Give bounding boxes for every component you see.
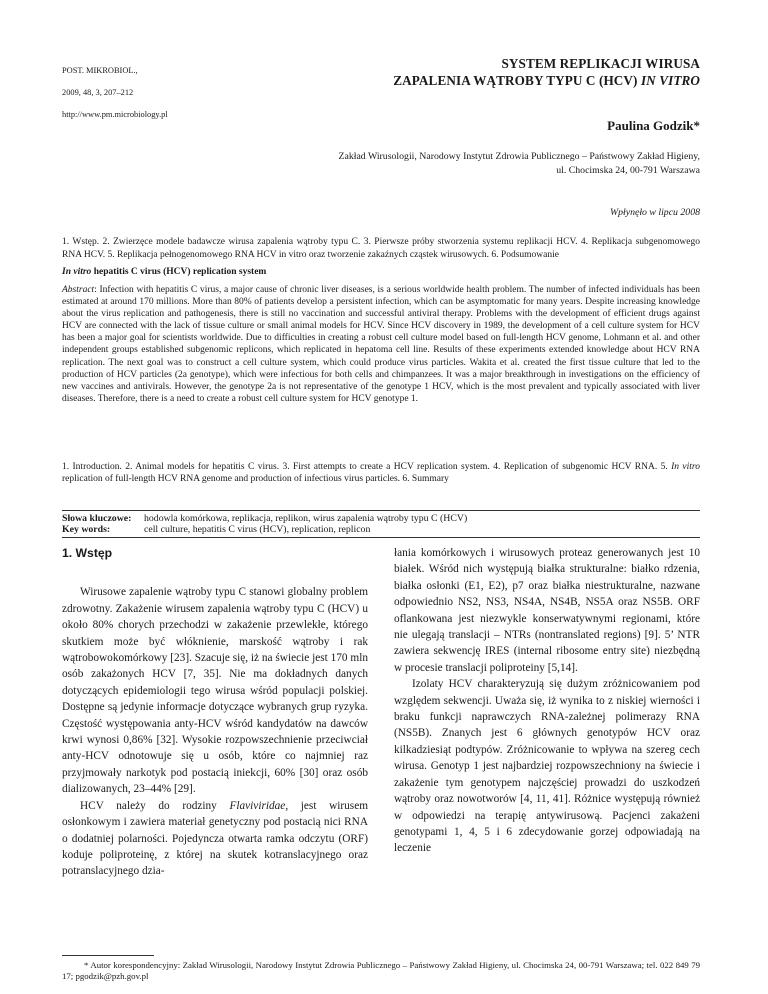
keywords-bottom-rule <box>62 537 700 538</box>
body-column-right <box>394 545 700 857</box>
keywords-top-rule <box>62 510 700 511</box>
keywords-polish-label: Słowa kluczowe: <box>62 513 132 524</box>
article-title <box>280 55 700 89</box>
section-heading: 1. Wstęp <box>62 546 113 560</box>
author-name: Paulina Godzik* <box>607 118 700 133</box>
contents-polish: 1. Wstęp. 2. Zwierzęce modele badawcze wirusa zapalenia wątroby typu C. 3. Pierwsze próby stworzenia systemu replikacji HCV. 4. Replikacja subgenomowego RNA HCV. 5. Replikacja pełnogenomowego RNA HCV in vitro oraz tworzenie zakaźnych cząstek wirusowych. 6. Podsumowanie <box>62 237 700 260</box>
journal-citation <box>62 54 168 131</box>
abstract-text: : Infection with hepatitis C virus, a major cause of chronic liver diseases, is a serious worldwide health problem. The number of infected individuals has been estimated at around 170 millions. More than 80% of patients develop a persistent infection, which can be asymptomatic for many years. Despite increasing knowledge about the virus replication and pathogenesis, there is still no vaccination and successful antiviral therapy. Problems with the development of efficient drugs against HCV are connected with the lack of tissue culture or small animal models for HCV. Since HCV discovery in 1989, the development of a cell culture system for HCV has been a major goal for scientists worldwide. Due to difficulties in creating a robust cell culture model based on full-length HCV genome, Lohmann et al. and other independent groups established subgenomic replicons, which replicated in hepatoma cell line. Results of these experiments extended knowledge about HCV RNA replication. The next goal was to construct a cell culture system, which could produce virus particles. Wakita et al. created the first tissue culture that led to the production of HCV particles (2a genotype), which were infectious for both cells and chimpanzees. It was a major breakthrough in investigations on the efficiency of new vaccines and antivirals. However, the genotype 2a is not representative of the genotype 1 HCV, which is the most prevalent and typically associated with liver diseases. Therefore, there is a need to create a robust cell culture system for HCV genotype 1. <box>62 285 700 404</box>
english-title-italic: In vitro <box>62 267 92 277</box>
body-paragraph: Wirusowe zapalenie wątroby typu C stanowi globalny problem zdrowotny. Zakażenie wirusem zapalenia wątroby typu C (HCV) u około 80% chorych przechodzi w zakażenie przewlekłe, którego skutkiem może być włóknienie, marskość wątroby i rak wątrobowokomórkowy [23]. Szacuje się, iż na świecie jest 170 mln osób zakażonych HCV [7, 35]. Nie ma dokładnych danych dotyczących epidemiologii tego wirusa wśród populacji polskiej. Dostępne są jedynie informacje dotyczące wybranych grup ryzyka. Częstość występowania anty-HCV wśród kandydatów na dawców krwi wynosi 0,86% [32]. Wysokie rozpowszechnienie przeciwciał anty-HCV odnotowuje się u osób, które co najmniej raz przyjmowały narkotyk pod postacią iniekcji, 60% [30] oraz osób dializowanych, 23–44% [29]. <box>62 586 368 796</box>
contents-english-part1: 1. Introduction. 2. Animal models for hepatitis C virus. 3. First attempts to create a HCV replication system. 4. Replication of subgenomic HCV RNA. 5. <box>62 462 672 472</box>
article-page <box>62 0 700 994</box>
affiliation-line-2: ul. Chocimska 24, 00-791 Warszawa <box>556 164 700 176</box>
paragraph-text: , jest wirusem osłonkowym i zawiera materiał genetyczny pod postacią nici RNA o dodatniej polarności. Pojedyncza otwarta ramka odczytu (ORF) koduje poliproteinę, z której na skutek kotranslacyjnego oraz potranslacyjnego dzia- <box>62 799 368 878</box>
journal-url[interactable]: http://www.pm.microbiology.pl <box>62 110 168 119</box>
journal-volume: 2009, 48, 3, 207–212 <box>62 88 134 97</box>
abstract-label: Abstract <box>62 285 95 295</box>
english-title-rest: hepatitis C virus (HCV) replication system <box>91 267 267 277</box>
body-column-left <box>62 545 368 880</box>
footnote: * Autor korespondencyjny: Zakład Wirusologii, Narodowy Instytut Zdrowia Publicznego – Państwowy Zakład Higieny, ul. Chocimska 24, 00-791 Warszawa; tel. 022 849 79 17; pgodzik@pzh.gov.pl <box>62 960 700 982</box>
keywords-english-label: Key words: <box>62 524 111 535</box>
affiliation-line-1: Zakład Wirusologii, Narodowy Instytut Zdrowia Publicznego – Państwowy Zakład Higieny, <box>338 151 700 162</box>
contents-english <box>62 461 700 486</box>
author-affiliation <box>140 150 700 177</box>
keywords-english-value: cell culture, hepatitis C virus (HCV), replication, replicon <box>144 524 371 535</box>
paragraph-text: HCV należy do rodziny <box>80 799 230 812</box>
journal-name: POST. MIKROBIOL., <box>62 66 138 75</box>
keywords-polish-value: hodowla komórkowa, replikacja, replikon, wirus zapalenia wątroby typu C (HCV) <box>144 513 468 524</box>
received-date: Wpłynęło w lipcu 2008 <box>609 207 700 218</box>
body-paragraph <box>62 798 368 880</box>
title-line-2-italic: IN VITRO <box>640 73 700 88</box>
title-line-1: SYSTEM REPLIKACJI WIRUSA <box>501 56 700 71</box>
keywords-english <box>62 524 370 537</box>
body-paragraph: Izolaty HCV charakteryzują się dużym zróżnicowaniem pod względem sekwencji. Uważa się, iż wynika to z niskiej wierności i braku funkcji naprawczych RNA-zależnej polimerazy RNA (NS5B). Znanych jest 6 głównych genotypów HCV oraz kilkadziesiąt podtypów. Zróżnicowanie to wpływa na szereg cech wirusa. Genotyp 1 jest najbardziej rozpowszechniony na świecie i zakażenie tym genotypem najczęściej prowadzi do uszkodzeń wątroby oraz nowotworów [4, 11, 41]. Różnice występują również w odpowiedzi na terapię antywirusową. Pacjenci zakażeni genotypami 1, 4, 5 i 6 zdecydowanie gorzej odpowiadają na leczenie <box>394 678 700 855</box>
title-line-2-main: ZAPALENIA WĄTROBY TYPU C (HCV) <box>393 73 641 88</box>
footnote-rule <box>62 955 154 956</box>
abstract <box>62 284 700 405</box>
taxon-name: Flaviviridae <box>229 799 286 812</box>
title-line-2 <box>280 72 700 89</box>
body-paragraph: łania komórkowych i wirusowych proteaz generowanych jest 10 białek. Wśród nich występują białka strukturalne: białko rdzenia, białka osłonki (E1, E2), p7 oraz białka niestrukturalne, nazwane odpowiednio NS2, NS3, NS4A, NS4B, NS5A oraz NS5B. ORF oflankowana jest niezwykle konserwatywnymi regionami, które nie ulegają translacji – NTRs (nontranslated regions) [9]. 5’ NTR zawiera sekwencję IRES (internal ribosome entry site) niezbędną w procesie translacji poliproteiny [5,14]. <box>394 547 700 674</box>
contents-english-italic: In vitro <box>671 462 700 472</box>
contents-english-part3: replication of full-length HCV RNA genome and production of infectious virus particles. 6. Summary <box>62 474 449 485</box>
english-title <box>62 267 266 277</box>
